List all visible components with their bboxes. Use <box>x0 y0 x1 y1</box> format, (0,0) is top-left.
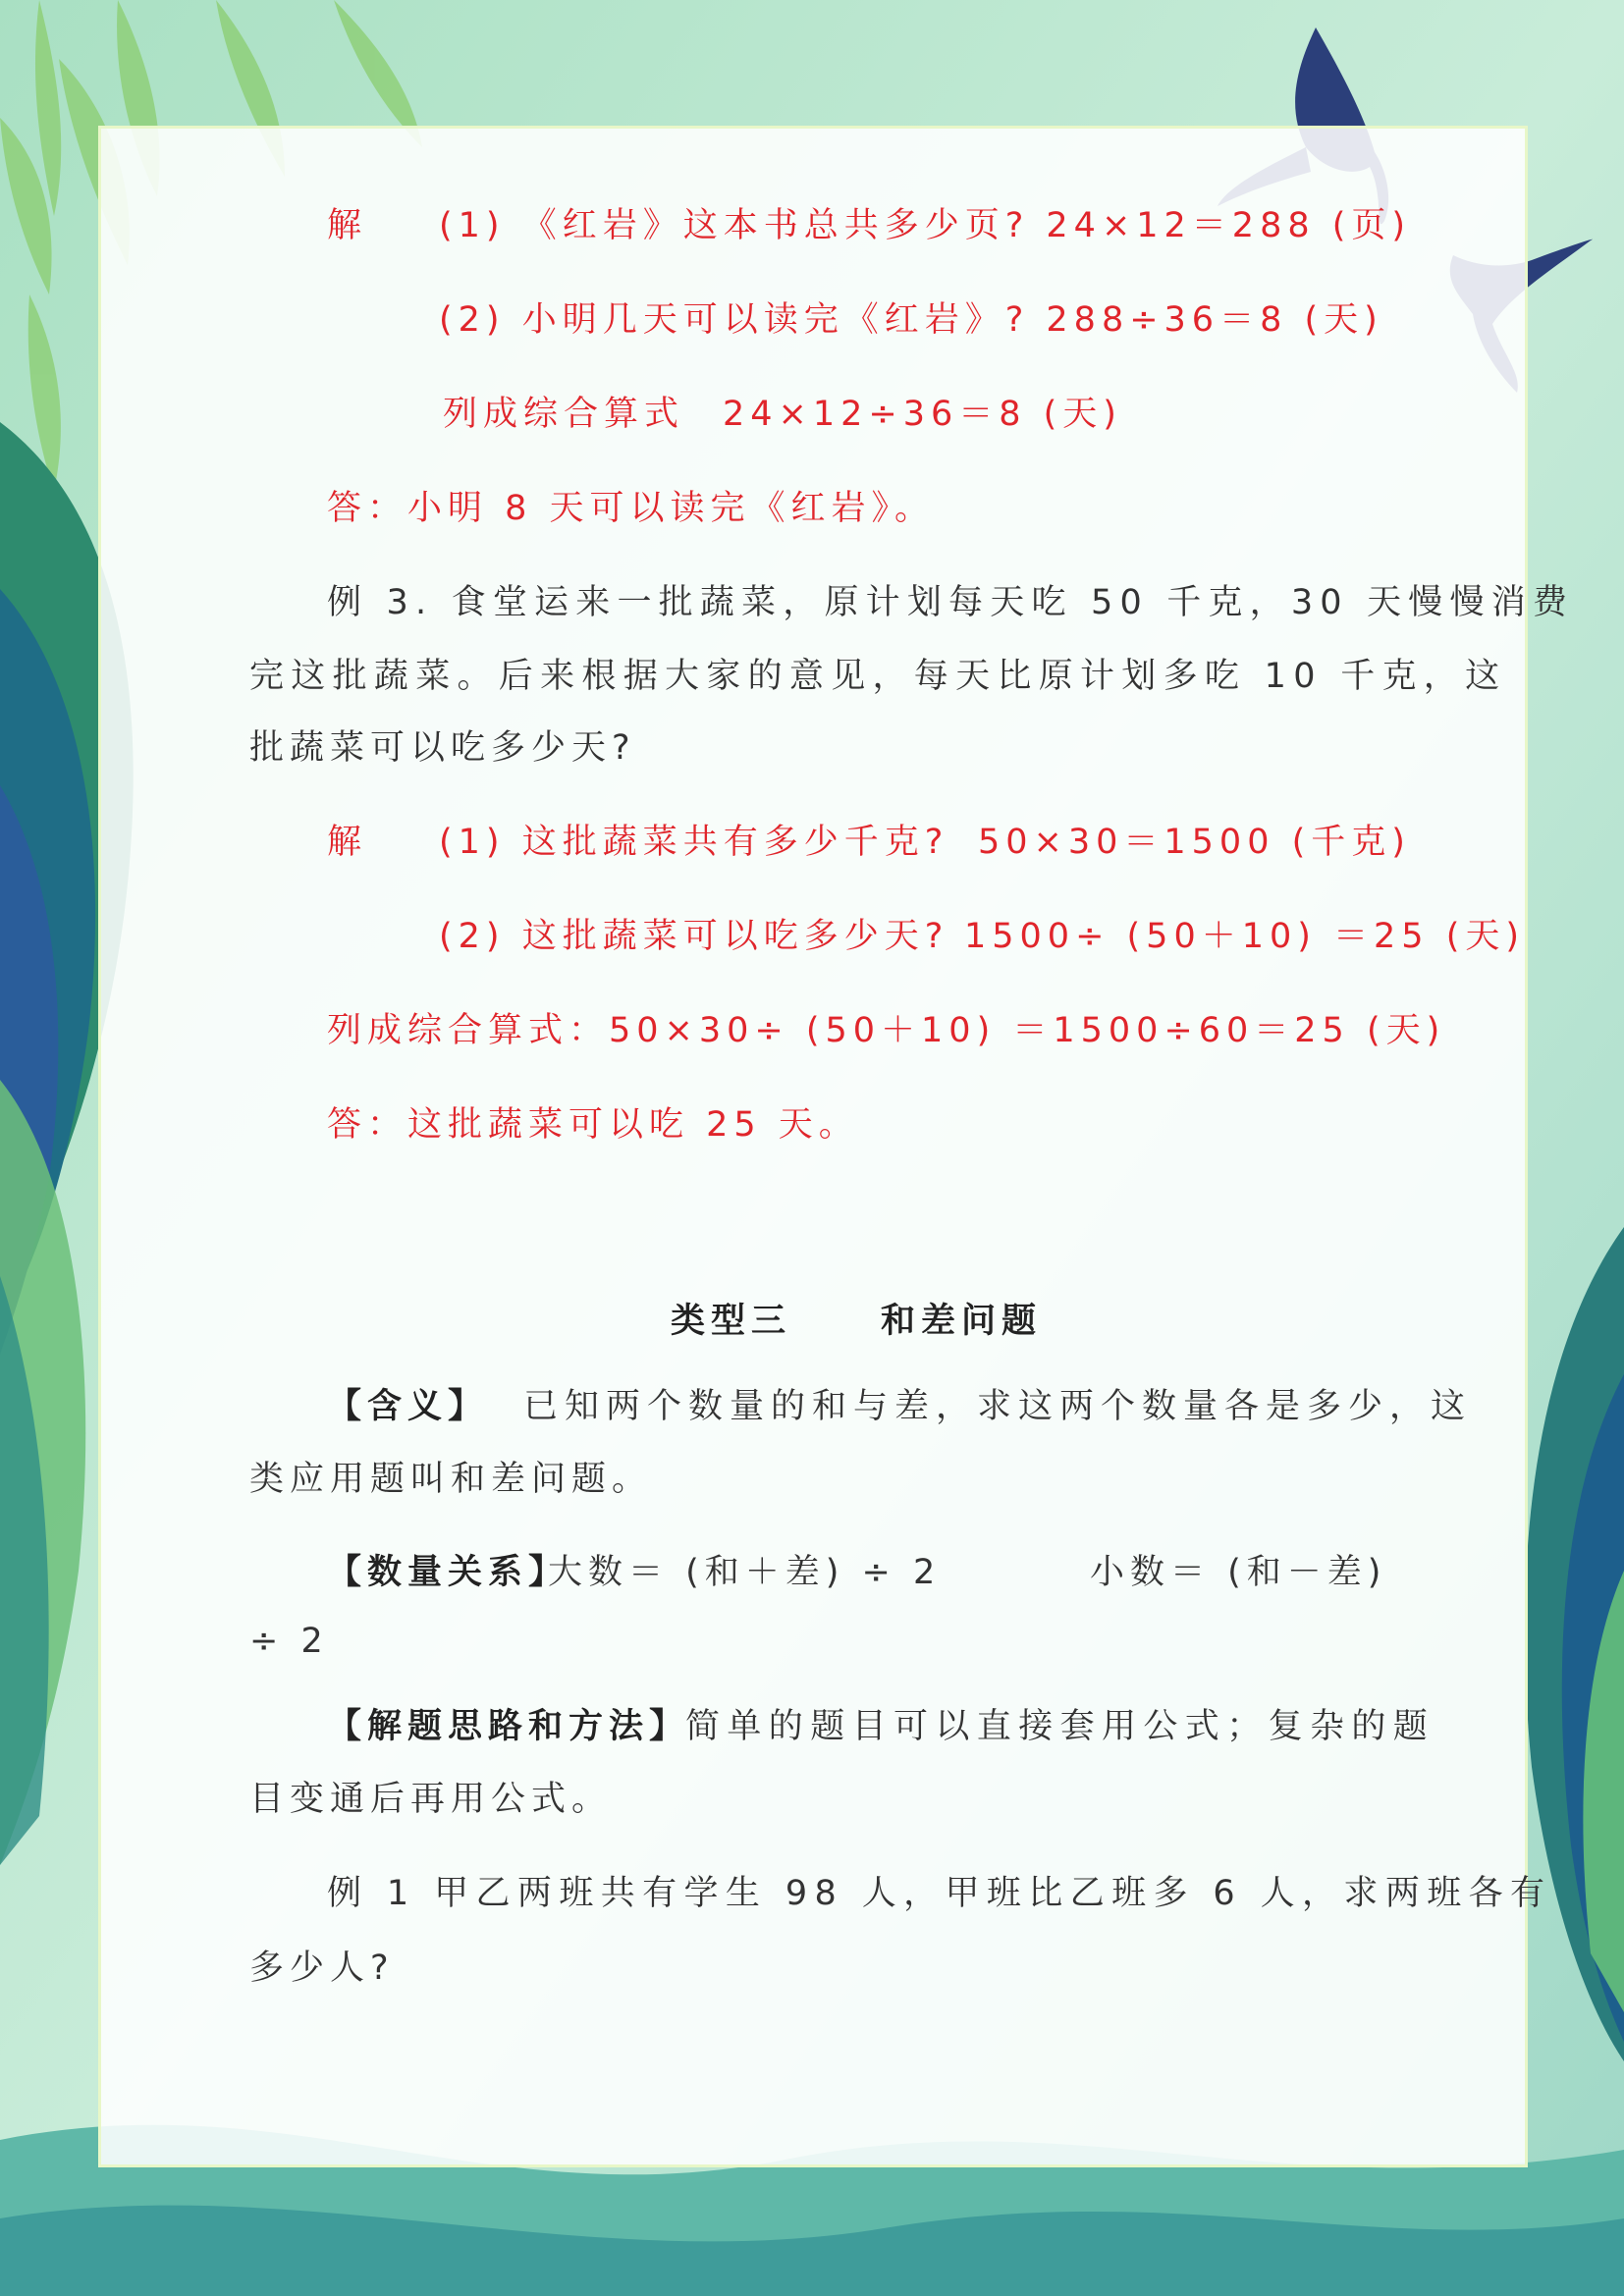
method-tag: 【解题思路和方法】 <box>327 1707 690 1746</box>
relation-small-number: 小数＝ (和－差) <box>1090 1553 1387 1592</box>
example-3-line-3: 批蔬菜可以吃多少天? <box>249 728 636 768</box>
meaning-text-1: 已知两个数量的和与差，求这两个数量各是多少，这 <box>523 1387 1473 1426</box>
relation-continuation: ÷ 2 <box>249 1622 329 1661</box>
answer-text: 答：这批蔬菜可以吃 25 天。 <box>327 1105 859 1145</box>
solution-step-2: (2) 小明几天可以读完《红岩》? 288÷36＝8 (天) <box>439 300 1383 340</box>
example-3-line-2: 完这批蔬菜。后来根据大家的意见，每天比原计划多吃 10 千克，这 <box>249 657 1507 696</box>
relation-tag: 【数量关系】 <box>327 1553 569 1592</box>
meaning-tag: 【含义】 <box>327 1387 489 1426</box>
meaning-text-2: 类应用题叫和差问题。 <box>249 1460 653 1499</box>
combined-formula: 24×12÷36＝8 (天) <box>723 395 1122 434</box>
example-3-line-1: 例 3. 食堂运来一批蔬菜，原计划每天吃 50 千克，30 天慢慢消费 <box>327 583 1575 622</box>
section-type-label: 类型三 <box>671 1302 792 1341</box>
solution-label: 解 <box>327 823 368 862</box>
method-text-2: 目变通后再用公式。 <box>249 1780 613 1819</box>
example-1-line-2: 多少人? <box>249 1949 395 1988</box>
solution-step-1: (1) 《红岩》这本书总共多少页? 24×12＝288 (页) <box>439 206 1412 245</box>
solution-step-1-answer: 50×30＝1500 (千克) <box>978 823 1411 862</box>
method-text-1: 简单的题目可以直接套用公式；复杂的题 <box>685 1707 1435 1746</box>
solution-step-2-question: (2) 这批蔬菜可以吃多少天? <box>439 917 949 956</box>
relation-big-number: 大数＝ (和＋差) ÷ 2 <box>548 1553 942 1592</box>
solution-label: 解 <box>327 206 368 245</box>
combined-formula-label: 列成综合算式 <box>443 395 685 434</box>
solution-step-1-question: (1) 这批蔬菜共有多少千克? <box>439 823 949 862</box>
answer-text: 答：小明 8 天可以读完《红岩》。 <box>327 489 936 528</box>
solution-step-2-answer: 1500÷ (50＋10) ＝25 (天) <box>964 917 1526 956</box>
example-1-line-1: 例 1 甲乙两班共有学生 98 人，甲班比乙班多 6 人，求两班各有 <box>327 1874 1552 1913</box>
section-title: 和差问题 <box>881 1302 1043 1341</box>
combined-formula: 列成综合算式：50×30÷ (50＋10) ＝1500÷60＝25 (天) <box>327 1011 1446 1050</box>
